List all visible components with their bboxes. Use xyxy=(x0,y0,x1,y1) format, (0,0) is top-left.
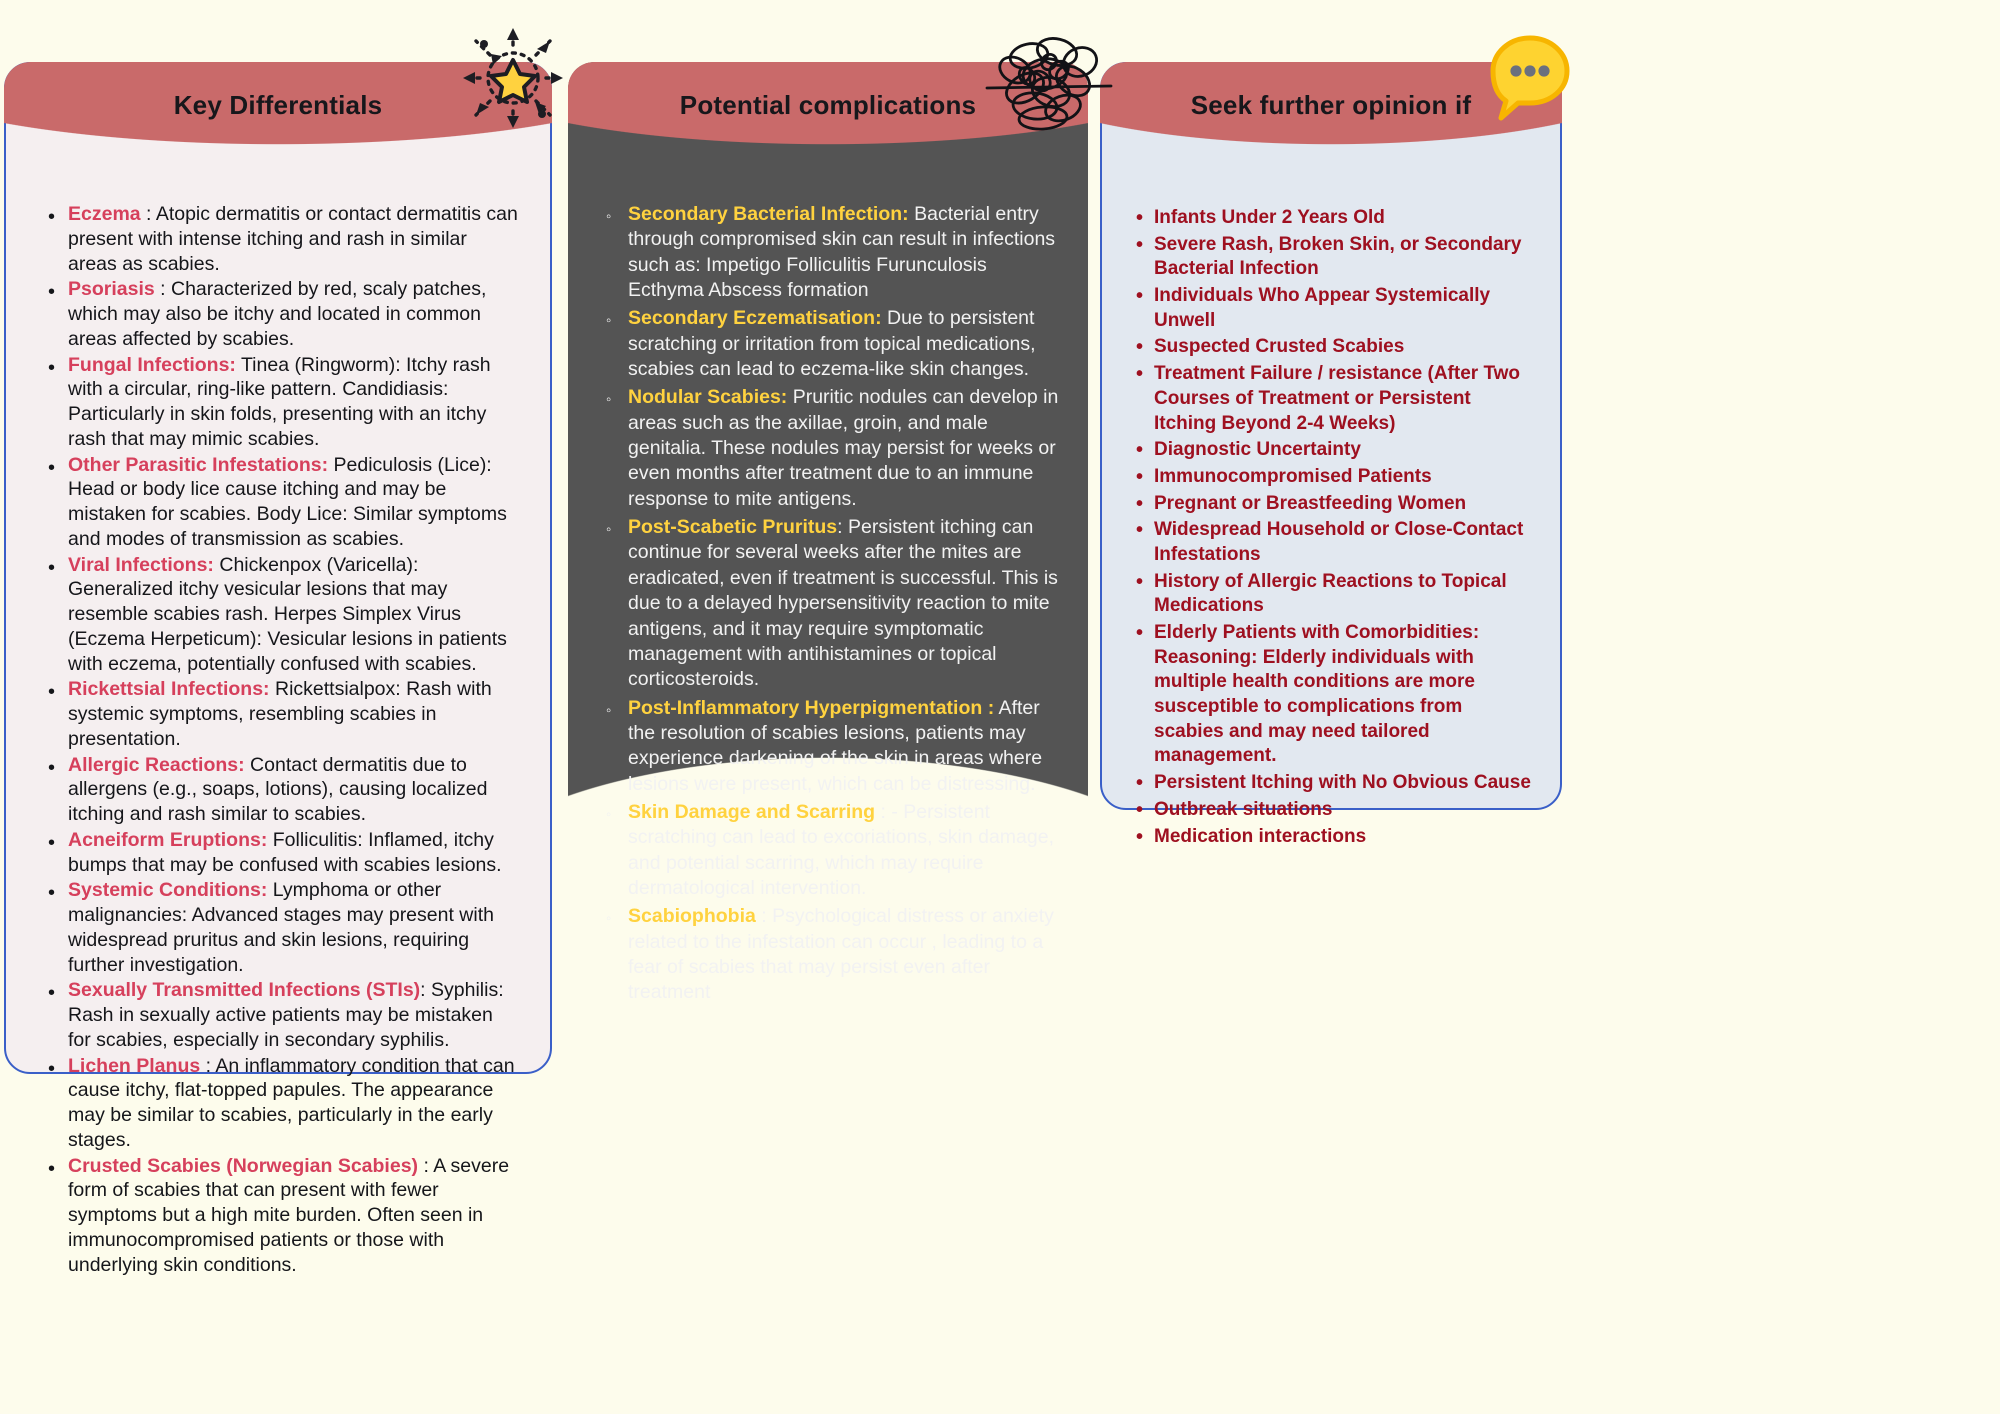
list-item xyxy=(598,515,1066,692)
list-item-term: Eczema xyxy=(68,203,141,225)
list-item-term: Secondary Bacterial Infection: xyxy=(628,203,909,225)
list-item-text: Pruritic nodules can develop in areas such as the axillae, groin, and male genitalia. These nodules may persist for weeks or even months after treatment due to an immune response to mite antigens. xyxy=(628,386,1059,510)
list-item-text: Pediculosis (Lice): Head or body lice cause itching and may be mistaken for scabies. Body Lice: Similar symptoms and modes of transmission as scabies. xyxy=(68,453,507,550)
list-bullet-icon: • xyxy=(48,456,56,479)
panel-potential-complications xyxy=(568,62,1088,1004)
panel-seek-further-opinion xyxy=(1100,62,1562,848)
list-item-text: Outbreak situations xyxy=(1154,798,1333,820)
list-bullet-icon: ◦ xyxy=(606,391,612,409)
list-item xyxy=(1130,771,1536,796)
list-bullet-icon: • xyxy=(1136,285,1144,308)
list-item xyxy=(1130,438,1536,463)
list-bullet-icon: ◦ xyxy=(606,910,612,928)
list-bullet-icon: • xyxy=(48,1057,56,1080)
list-item xyxy=(598,800,1066,901)
list-item xyxy=(38,1154,518,1278)
panel-potential-complications-content xyxy=(568,180,1088,1027)
list-item-term: Crusted Scabies (Norwegian Scabies) xyxy=(68,1154,419,1177)
list-item-text: Elderly Patients with Comorbidities: Reasoning: Elderly individuals with multiple health conditions are more susceptible to complications from scabies and may need tailored management. xyxy=(1154,622,1480,767)
list-item-term: Lichen Planus xyxy=(68,1054,201,1077)
list-item-term: Post-Inflammatory Hyperpigmentation : xyxy=(628,696,995,719)
list-item-term: Skin Damage and Scarring xyxy=(628,800,876,823)
list-bullet-icon: • xyxy=(48,556,56,579)
scribble-tangle-icon xyxy=(985,26,1115,136)
list-item-text: : A severe form of scabies that can present with fewer symptoms but a high mite burden. Often seen in immunocompromised patients or those with underlying skin conditions. xyxy=(68,1154,510,1276)
panel-seek-further-opinion-content xyxy=(1100,180,1562,869)
list-item-text: Medication interactions xyxy=(1154,825,1367,847)
list-item xyxy=(1130,465,1536,490)
list-bullet-icon: • xyxy=(1136,570,1144,593)
list-item-text: : Characterized by red, scaly patches, which may also be itchy and located in common areas affected by scabies. xyxy=(68,278,487,350)
list-bullet-icon: ◦ xyxy=(606,208,612,225)
list-item-text: Severe Rash, Broken Skin, or Secondary Bacterial Infection xyxy=(1154,233,1522,280)
list-bullet-icon: ◦ xyxy=(606,521,612,539)
list-bullet-icon: • xyxy=(48,206,56,228)
list-item xyxy=(598,696,1066,797)
list-item xyxy=(1130,825,1536,850)
list-bullet-icon: ◦ xyxy=(606,805,612,823)
list-item xyxy=(1130,362,1536,436)
list-bullet-icon: • xyxy=(48,356,56,379)
list-item xyxy=(38,878,518,977)
panel-potential-complications-title: Potential complications xyxy=(679,90,977,120)
list-bullet-icon: • xyxy=(48,281,56,304)
list-item-term: Nodular Scabies: xyxy=(628,386,788,409)
list-item xyxy=(1130,206,1536,231)
list-item-text: Individuals Who Appear Systemically Unwell xyxy=(1154,285,1491,331)
list-item xyxy=(38,453,518,552)
list-bullet-icon: • xyxy=(1136,233,1144,256)
panel-seek-further-opinion-title: Seek further opinion if xyxy=(1190,90,1472,120)
list-item xyxy=(38,202,518,276)
list-bullet-icon: • xyxy=(48,1157,56,1180)
list-bullet-icon: ◦ xyxy=(606,701,612,719)
list-item-term: Post-Scabetic Pruritus xyxy=(628,516,838,539)
list-bullet-icon: • xyxy=(48,831,56,854)
list-item-text: : Syphilis: Rash in sexually active patients may be mistaken for scabies, especially in secondary syphilis. xyxy=(68,979,504,1051)
list-item-term: Systemic Conditions: xyxy=(68,879,268,902)
list-item-text: Rickettsialpox: Rash with systemic symptoms, resembling scabies in presentation. xyxy=(68,678,492,750)
list-item xyxy=(1130,621,1536,769)
potential-complications-list xyxy=(598,202,1066,1006)
list-bullet-icon: • xyxy=(1136,465,1144,488)
list-item-text: Suspected Crusted Scabies xyxy=(1154,336,1405,358)
list-item-text: Bacterial entry through compromised skin can result in infections such as: Impetigo Folliculitis Furunculosis Ecthyma Abscess formation xyxy=(628,203,1056,302)
list-bullet-icon: • xyxy=(1136,207,1144,229)
list-bullet-icon: • xyxy=(1136,336,1144,359)
list-item-text: Immunocompromised Patients xyxy=(1154,465,1432,487)
list-item-text: Diagnostic Uncertainty xyxy=(1154,439,1361,461)
list-item-text: Tinea (Ringworm): Itchy rash with a circular, ring-like pattern. Candidiasis: Particularly in skin folds, presenting with an itchy rash that may mimic scabies. xyxy=(68,353,491,450)
list-item-text: : - Persistent scratching can lead to excoriations, skin damage, and potential scarring, which may require dermatological intervention. xyxy=(628,800,1054,899)
list-bullet-icon: • xyxy=(48,882,56,905)
list-item-text: Due to persistent scratching or irritation from topical medications, scabies can lead to eczema-like skin changes. xyxy=(628,307,1036,381)
list-item xyxy=(598,202,1066,303)
list-item-term: Secondary Eczematisation: xyxy=(628,307,882,330)
list-item xyxy=(38,753,518,827)
list-item xyxy=(38,353,518,452)
list-item xyxy=(1130,570,1536,619)
panel-key-differentials-content xyxy=(4,180,552,1296)
panel-key-differentials-title: Key Differentials xyxy=(173,90,383,120)
list-bullet-icon: • xyxy=(1136,825,1144,848)
list-item-term: Psoriasis xyxy=(68,278,155,301)
list-item-text: Persistent Itching with No Obvious Cause xyxy=(1154,772,1531,794)
key-differentials-list xyxy=(38,202,518,1277)
list-item-text: Infants Under 2 Years Old xyxy=(1154,207,1385,228)
list-item-term: Acneiform Eruptions: xyxy=(68,828,268,851)
list-item xyxy=(1130,335,1536,360)
list-bullet-icon: • xyxy=(48,681,56,704)
list-item xyxy=(1130,284,1536,333)
list-item-text: Pregnant or Breastfeeding Women xyxy=(1154,492,1467,514)
list-bullet-icon: • xyxy=(1136,363,1144,386)
list-item xyxy=(38,978,518,1052)
list-item-text: History of Allergic Reactions to Topical Medications xyxy=(1154,570,1507,617)
list-bullet-icon: ◦ xyxy=(606,312,612,330)
list-item xyxy=(38,553,518,677)
panel-key-differentials xyxy=(4,62,552,1276)
list-bullet-icon: • xyxy=(1136,492,1144,515)
list-bullet-icon: • xyxy=(1136,772,1144,795)
speech-bubble-icon xyxy=(1487,32,1573,124)
list-item xyxy=(598,306,1066,382)
list-item xyxy=(1130,492,1536,517)
list-item-text: After the resolution of scabies lesions, patients may experience darkening of the skin in areas where lesions were present, which can be distressing. xyxy=(628,696,1043,795)
list-bullet-icon: • xyxy=(1136,622,1144,644)
list-item xyxy=(1130,233,1536,282)
list-bullet-icon: • xyxy=(48,982,56,1005)
list-item xyxy=(1130,798,1536,823)
list-item-term: Other Parasitic Infestations: xyxy=(68,453,329,476)
list-item xyxy=(38,677,518,751)
list-item xyxy=(38,277,518,351)
list-item-term: Sexually Transmitted Infections (STIs) xyxy=(68,979,421,1002)
list-item-term: Fungal Infections: xyxy=(68,353,236,376)
list-bullet-icon: • xyxy=(1136,798,1144,821)
list-item xyxy=(38,1054,518,1153)
list-item-text: Lymphoma or other malignancies: Advanced stages may present with widespread pruritus and skin lesions, requiring further investigation. xyxy=(68,879,494,976)
list-item xyxy=(598,904,1066,1005)
list-item-text: Treatment Failure / resistance (After Two Courses of Treatment or Persistent Itching Beyond 2-4 Weeks) xyxy=(1154,363,1521,434)
list-item-term: Scabiophobia xyxy=(628,905,756,928)
list-item-text: : Persistent itching can continue for several weeks after the mites are eradicated, even if treatment is successful. This is due to a delayed hypersensitivity reaction to mite antigens, and it may require symptomatic management with antihistamines or topical corticosteroids. xyxy=(628,516,1058,691)
list-item-text: Folliculitis: Inflamed, itchy bumps that may be confused with scabies lesions. xyxy=(68,828,502,876)
list-item-text: : Psychological distress or anxiety related to the infestation can occur , leading to a fear of scabies that may persist even after treatment xyxy=(628,905,1054,1004)
list-bullet-icon: • xyxy=(1136,519,1144,542)
list-item xyxy=(38,828,518,878)
list-item-text: : An inflammatory condition that can cause itchy, flat-topped papules. The appearance may be similar to scabies, particularly in the early stages. xyxy=(68,1054,515,1151)
seek-further-opinion-list xyxy=(1130,206,1536,849)
list-item-text: Chickenpox (Varicella): Generalized itchy vesicular lesions that may resemble scabies rash. Herpes Simplex Virus (Eczema Herpeticum): Vesicular lesions in patients with eczema, potentially confused with scabies. xyxy=(68,553,507,675)
list-item-term: Allergic Reactions: xyxy=(68,753,245,776)
list-item xyxy=(598,385,1066,512)
list-item-text: Contact dermatitis due to allergens (e.g., soaps, lotions), causing localized itching and rash similar to scabies. xyxy=(68,753,488,825)
list-bullet-icon: • xyxy=(1136,439,1144,462)
star-burst-icon xyxy=(458,22,568,134)
list-item-text: : Atopic dermatitis or contact dermatitis can present with intense itching and rash in similar areas as scabies. xyxy=(68,203,518,275)
list-item-text: Widespread Household or Close-Contact Infestations xyxy=(1154,519,1524,565)
list-item-term: Viral Infections: xyxy=(68,553,214,576)
list-bullet-icon: • xyxy=(48,756,56,779)
list-item xyxy=(1130,518,1536,567)
list-item-term: Rickettsial Infections: xyxy=(68,678,270,701)
